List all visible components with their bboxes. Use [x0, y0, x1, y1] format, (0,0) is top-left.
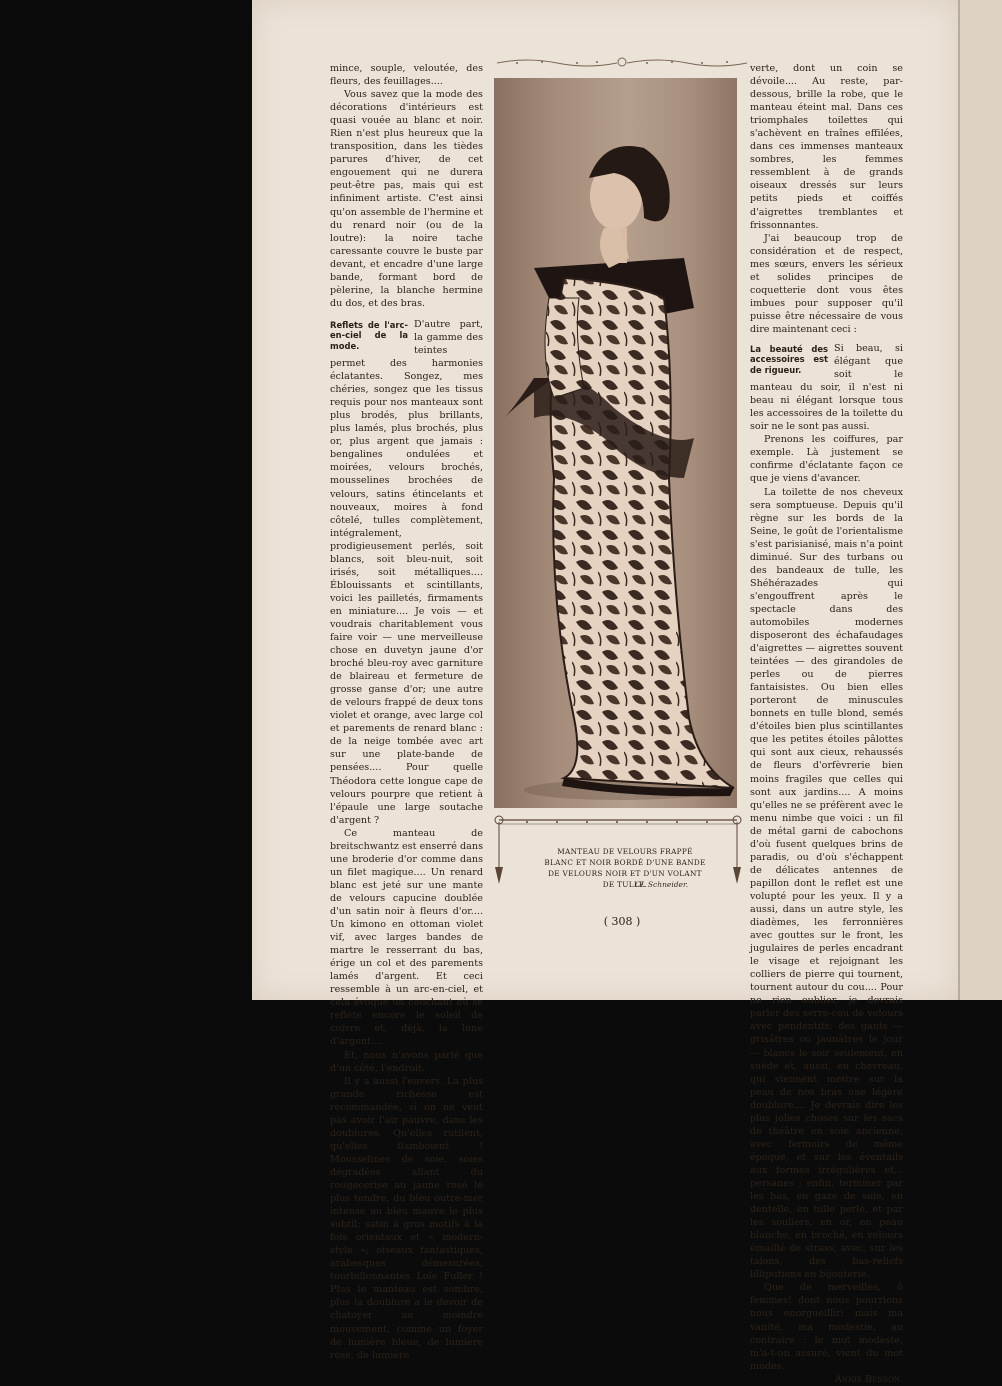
paragraph: La toilette de nos cheveux sera somptueuse. Depuis qu'il règne sur les bords de la Seine, le goût de l'orientalisme s'est parisianisé, mais n'a point diminué. Sur des turbans ou des bandeaux de tulle, les Shéhérazades qui s'engouffrent après le spectacle dans des automobiles modernes disposeront des échafaudages d'aigrettes — aigrettes souvent teintées — des girandoles de perles ou de pierres fantaisistes. Ou bien elles porteront de minuscules bonnets en tulle blond, semés d'étoiles bien plus scintillantes que les petites étoiles pâlottes qui sont aux cieux, rehaussés de fleurs d'orfèvrerie bien moins fragiles que celles qui sont aux jardins.... A moins qu'elles ne se préfèrent avec le menu nimbe que voici : un fil de métal garni de cabochons d'où fusent quelques brins de paradis, ou d'où s'échappent de délicates antennes de papillon dont le reflet est une volupté pour les yeux. Il y a aussi, dans un autre style, les diadèmes, les ferronnières avec gouttes sur le front, les jugulaires de perles encadrant le visage et rejoignant les colliers de pierre qui tournent, tournent autour du cou.... Pour ne rien oublier, je devrais parler des serre-cou de velours avec pendentifs; des gants — grisâtres ou jaunâtres le jour — blancs le soir seulement, en suède et, aussi, en chevreau, qui viennent mettre sur la peau de nos bras une légère doublure.... Je devrais dire les plus jolies choses sur les sacs de théâtre en soie ancienne, avec fermoirs de même époque, et sur les éventails aux formes irrégulières et... persanes ; enfin, terminer par les bas, en gaze de soie, en dentelle, en tulle perlé, et par les souliers, en or, en peau blanche, en broché, en velours émaillé de strass, avec, sur les talons, des bas-reliefs lilliputiens en bijouterie. [750, 486, 903, 1281]
paragraph: mince, souple, veloutée, des fleurs, des feuillages.... [330, 63, 483, 88]
paragraph-with-sidenote [750, 342, 903, 433]
paragraph: verte, dont un coin se dévoile.... Au reste, par-dessous, brille la robe, que le manteau éteint mal. Dans ces triomphales toilettes qui s'achèvent en traînes effilées, dans ces immenses manteaux sombres, les femmes ressemblent à de grands oiseaux dressés sur leurs petits pieds et coiffés d'aigrettes tremblantes et frissonnantes. [750, 63, 903, 231]
fashion-photograph [494, 78, 737, 808]
paragraph: J'ai beaucoup trop de considération et de respect, mes sœurs, envers les sérieux et solides principes de coquetterie dont vous êtes imbues pour supposer qu'il puisse être nécessaire de vous dire maintenant ceci : [750, 232, 903, 335]
photo-caption: MANTEAU DE VELOURS FRAPPÉ BLANC ET NOIR BORDÉ D'UNE BANDE DE VELOURS NOIR ET D'UN VOLANT DE TULLE. [544, 847, 706, 889]
paragraph: Et, nous n'avons parlé que d'un côté, l'endroit. [330, 1049, 483, 1074]
facing-page-edge [958, 0, 1002, 1000]
paragraph: Vous savez que la mode des décorations d'intérieurs est quasi vouée au blanc et noir. Rien n'est plus heureux que la transposition, dans les tièdes parures d'hiver, de cet engouement qui ne durera peut-être pas, mais qui est infiniment artiste. C'est ainsi qu'on assemble de l'hermine et du renard noir (ou de la loutre): la noire tache caressante couvre le buste par devant, et encadre d'une large bande, formant bord de pèlerine, la blanche hermine du dos, et des bras. [330, 89, 483, 309]
sidenote: Reflets de l'arc-en-ciel de la mode. [330, 319, 408, 351]
paragraph: Prenons les coiffures, par exemple. Là justement se confirme d'éclatante façon ce que je viens d'avancer. [750, 434, 903, 485]
right-text-column [750, 62, 903, 1385]
paragraph-text: D'autre part, la gamme des teintes permet des harmonies éclatantes. Songez, mes chéries, songez que les tissus requis pour nos manteaux sont plus brodés, plus brillants, plus lamés, plus brochés, plus or, plus argent que jamais : bengalines ondulées et moirées, velours brochés, mousselines brochées de velours, satins étincelants et nouveaux, moires à fond côtelé, tulles complètement, intégralement, prodigieusement perlés, soit blancs, soit bleu-nuit, soit irisés, soit métalliques.... Éblouissants et scintillants, voici les pailletés, firmaments en miniature.... Je vois — et voudrais charitablement vous faire voir — une merveilleuse chose en duvetyn jaune d'or broché bleu-roy avec garniture de blaireau et fermeture de grosse ganse d'or; une autre de velours frappé de deux tons violet et orange, avec large col et parements de renard blanc : de la neige tombée avec art sur une plate-bande de pensées.... Pour quelle Théodora cette longue cape de velours pourpre que retient à l'épaule une large soutache d'argent ? [330, 318, 483, 826]
page-number: ( 308 ) [603, 915, 641, 928]
woman-in-velvet-coat-image [494, 78, 737, 808]
top-ornament [497, 55, 747, 69]
left-text-column [330, 62, 483, 1361]
paragraph: Il y a aussi l'envers. La plus grande richesse est recommandée, si on ne veut pas avoir l'air pauvre, dans les doublures. Qu'elles rutilent, qu'elles flamboient ! Mousselines de soie, soies dégradées allant du rougecerise au jaune rosé le plus tendre, du bleu outre-mer intense au bleu mauve le plus subtil; satin à gros motifs à la fois orientaux et « modern-style »; oiseaux fantastiques, arabesques démesurées, tourbillonnantes Loïe Fuller ! Plus le manteau est sombre, plus la doublure a le devoir de chatoyer au moindre mouvement, comme un foyer de lumière bleue, de lumière rose, de lumière [330, 1075, 483, 1361]
magazine-page [252, 0, 958, 1385]
paragraph: Que de merveilles, ô femmes! dont nous pourrions nous enorgueillir; mais ma vanité, ma modestie, au contraire : le mot modeste, m'a-t-on assuré, vient du mot modes. [750, 1282, 903, 1372]
paragraph: Ce manteau de breitschwantz est enserré dans une broderie d'or comme dans un filet magique.... Un renard blanc est jeté sur une mante de velours capucine doublée d'un satin noir à fleurs d'or.... Un kimono en ottoman violet vif, avec larges bandes de martre le resserrant du bas, érige un col et des parements lamés d'argent. Et ceci ressemble à un arc-en-ciel, et cela évoque un couchant où se reflète encore le soleil de cuivre et, déjà, la lune d'argent.... [330, 827, 483, 1048]
paragraph-with-sidenote [330, 318, 483, 827]
author-signature: Annie Benson. [834, 1373, 903, 1385]
paragraph-text: Si beau, si élégant que soit le manteau du soir, il n'est ni beau ni élégant lorsque tous les accessoires de la toilette du soir ne le sont pas aussi. [750, 342, 903, 433]
photo-credit: Cl. Schneider. [635, 880, 689, 889]
sidenote: La beauté des accessoires est de rigueur. [750, 343, 828, 375]
